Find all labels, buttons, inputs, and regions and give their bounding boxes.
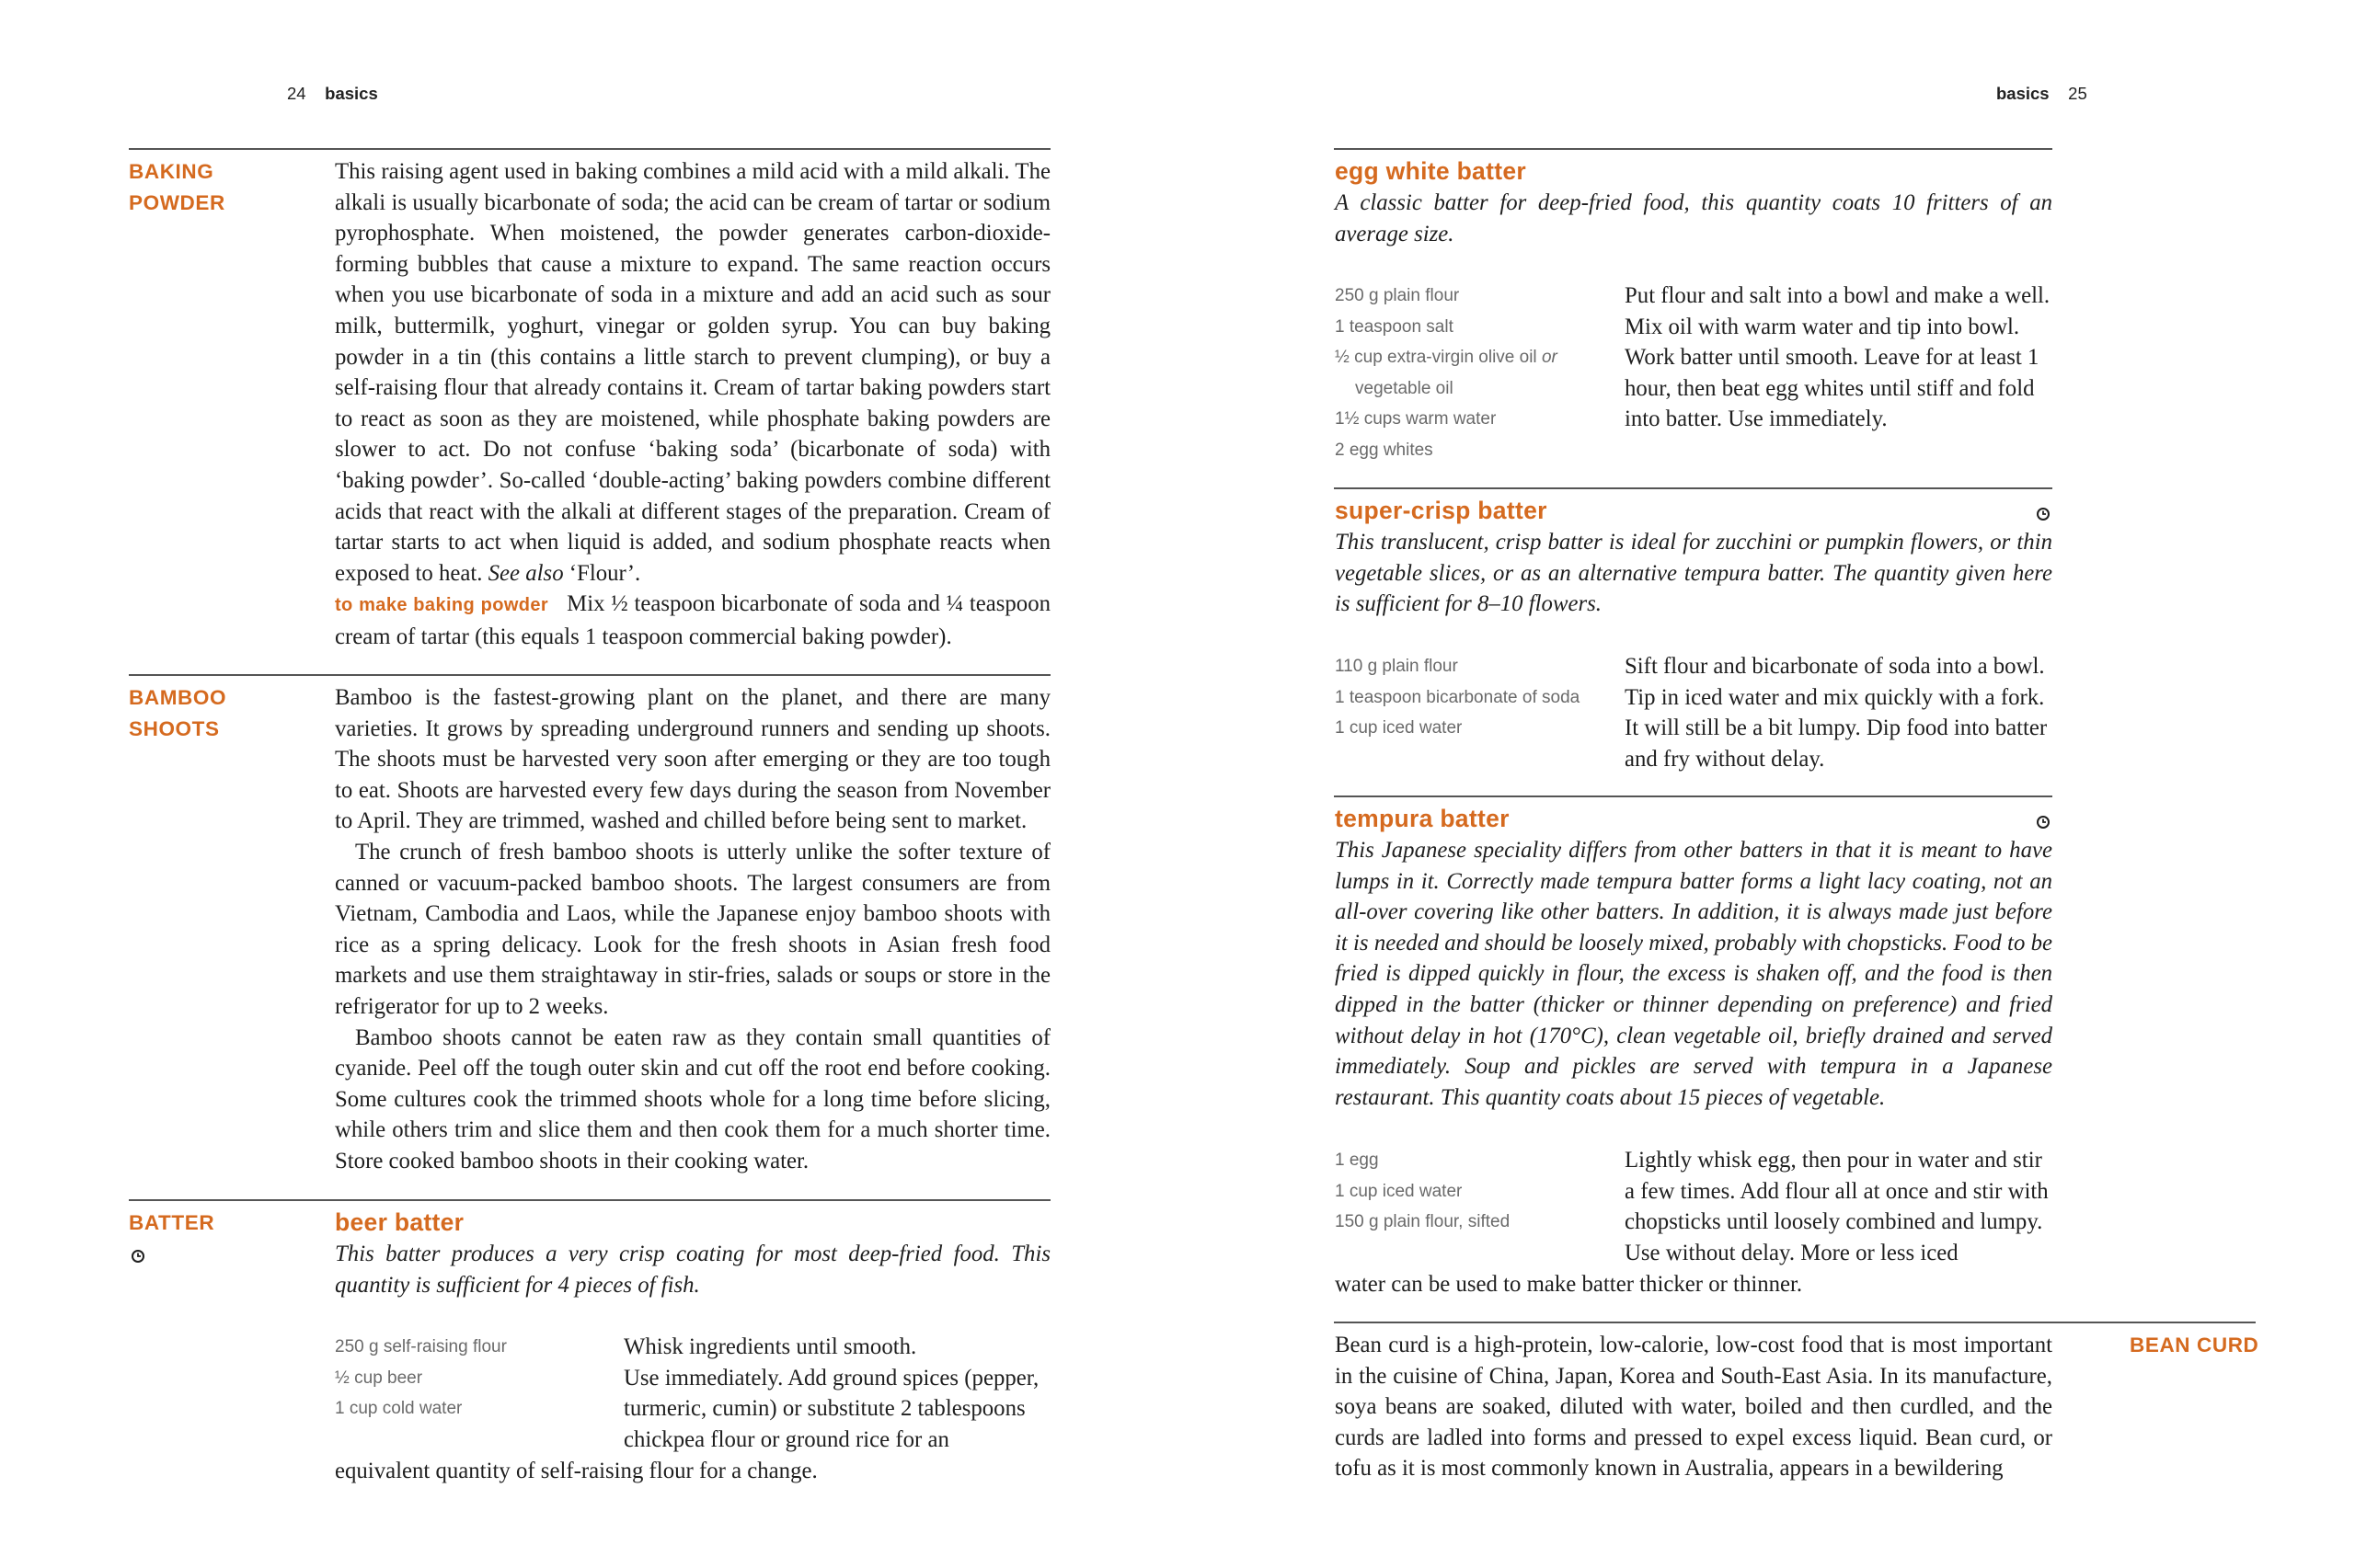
ingredient-item: 2 egg whites	[1335, 440, 1433, 460]
recipe-title-egg-white-batter: egg white batter	[1335, 157, 1526, 185]
label-line: BAKING	[129, 160, 214, 183]
body-text: This raising agent used in baking combines a mild acid with a mild alkali. The alkali is usually bicarbonate of soda; the acid can be cream of tartar or sodium pyrophosphate. When moistened, the powder generates carbon-dioxide-forming bubbles that cause a mixture to expand. The same reaction occurs when you use bicarbonate of soda in a mixture and add an acid such as sour milk, buttermilk, yoghurt, vinegar or golden syrup. You can buy baking powder in a tin (this contains a little starch to prevent clumping), or buy a self-raising flour that already contains it. Cream of tartar baking powders start to react as soon as they are moistened, while phosphate baking powders are slower to act. Do not confuse ‘baking soda’ (bicarbonate of soda) with ‘baking powder’. So-called ‘double-acting’ baking powders combine different acids that react with the alkali at different stages of the preparation. Cream of tartar starts to act when liquid is added, and sodium phosphate reacts when exposed to heat.	[335, 159, 1051, 586]
paragraph: The crunch of fresh bamboo shoots is utterly unlike the softer texture of canned or vacuum-packed bamboo shoots. The largest consumers are from Vietnam, Cambodia and Laos, while the Japanese enjoy bamboo shoots with rice as a spring delicacy. Look for the fresh shoots in Asian fresh food markets and use them straightaway in stir-fries, salads or soups or store in the refrigerator for up to 2 weeks.	[335, 839, 1051, 1019]
entry-body-bean-curd: Bean curd is a high-protein, low-calorie, low-cost food that is most important in the cuisine of China, Japan, Korea and South-East Asia. In its manufacture, soya beans are soaked, diluted with water, boiled and then curdled, and the curds are ladled into forms and pressed to expel excess liquid. Bean curd, or tofu as it is most commonly known in Australia, appears in a bewildering	[1335, 1333, 2052, 1482]
rule-bamboo-shoots	[129, 674, 1051, 676]
ingredient-item: 1 cup iced water	[1335, 718, 1463, 738]
ingredient-or: or	[1541, 348, 1557, 368]
label-line: BAMBOO	[129, 686, 227, 709]
recipe-title-beer-batter: beer batter	[335, 1208, 465, 1236]
recipe-method-super-crisp-batter: Sift flour and bicarbonate of soda into a bowl. Tip in iced water and mix quickly with a fork. It will still be a bit lumpy. Dip food into batter and fry without delay.	[1625, 654, 2048, 772]
paragraph: Bamboo shoots cannot be eaten raw as they contain small quantities of cyanide. Peel off the tough outer skin and cut off the root end before cooking. Some cultures cook the trimmed shoots whole for a long time before slicing, while others trim and slice them and then cook them for a much shorter time. Store cooked bamboo shoots in their cooking water.	[335, 1024, 1051, 1173]
ingredient-item: 1 cup cold water	[335, 1399, 463, 1419]
recipe-intro-tempura-batter: This Japanese speciality differs from other batters in that it is meant to have lumps in it. Correctly made tempura batter forms a light lacy coating, not an all-over covering like other batters. In addition, it is always made just before it is needed and should be loosely mixed, probably with chopsticks. Food to be fried is dipped quickly in flour, the excess is shaken off, and the food is then dipped in the batter (thicker or thinner depending on preference) and fried without delay in hot (170°C), clean vegetable oil, briefly drained and served immediately. Soup and pickles are served with tempura in a Japanese restaurant. This quantity coats about 15 pieces of vegetable.	[1335, 838, 2052, 1110]
ingredient-list-super-crisp-batter	[1335, 651, 1629, 744]
right-section-title: basics	[1996, 84, 2050, 103]
recipe-title-super-crisp-batter: super-crisp batter	[1335, 497, 1547, 524]
left-section-title: basics	[325, 84, 378, 103]
ingredient-item: ½ cup beer	[335, 1368, 423, 1388]
recipe-intro-super-crisp-batter: This translucent, crisp batter is ideal for zucchini or pumpkin flowers, or thin vegetable slices, or as an alternative tempura batter. The quantity given here is sufficient for 8–10 flowers.	[1335, 530, 2052, 617]
entry-label-bamboo-shoots	[129, 682, 226, 744]
recipe-intro-beer-batter: This batter produces a very crisp coating for most deep-fried food. This quantity is sufficient for 4 pieces of fish.	[335, 1242, 1051, 1298]
ingredient-item: 1½ cups warm water	[1335, 409, 1497, 429]
entry-body-baking-powder	[335, 156, 1051, 653]
recipe-method-egg-white-batter: Put flour and salt into a bowl and make a well. Mix oil with warm water and tip into bowl. Work batter until smooth. Leave for at least 1 hour, then beat egg whites until stiff and fold into batter. Use immediately.	[1625, 283, 2051, 432]
rule-tempura-batter	[1334, 795, 2052, 797]
left-page-number: 24	[287, 84, 306, 103]
ingredient-item: 1 teaspoon bicarbonate of soda	[1335, 687, 1580, 707]
timer-icon	[131, 1249, 145, 1264]
ingredient-item: 150 g plain flour, sifted	[1335, 1212, 1511, 1232]
recipe-intro-egg-white-batter: A classic batter for deep-fried food, this quantity coats 10 fritters of an average size.	[1335, 190, 2052, 246]
ingredient-item: 250 g self-raising flour	[335, 1337, 507, 1356]
left-running-head	[287, 84, 378, 104]
recipe-method-beer-batter	[624, 1332, 1054, 1455]
method-line: Whisk ingredients until smooth.	[624, 1334, 917, 1359]
right-page-number: 25	[2068, 84, 2087, 103]
ingredient-item: 1 teaspoon salt	[1335, 316, 1453, 337]
ingredient-item: 110 g plain flour	[1335, 657, 1458, 676]
ingredient-item: 1 egg	[1335, 1150, 1379, 1170]
how-to-heading: to make baking powder	[335, 595, 549, 616]
ingredient-item: 250 g plain flour	[1335, 286, 1460, 305]
recipe-method-tempura-batter: Lightly whisk egg, then pour in water and stir a few times. Add flour all at once and stir with chopsticks until loosely combined and lumpy. Use without delay. More or less iced	[1625, 1148, 2049, 1265]
rule-super-crisp-batter	[1334, 487, 2052, 489]
timer-icon	[2036, 815, 2051, 830]
ingredient-item	[1335, 342, 1611, 373]
entry-body-bamboo-shoots	[335, 682, 1051, 1177]
ingredient-text: ½ cup extra-virgin olive oil	[1335, 348, 1537, 368]
label-line: SHOOTS	[129, 716, 220, 740]
recipe-title-tempura-batter: tempura batter	[1335, 805, 1510, 832]
recipe-method-tail-tempura-batter: water can be used to make batter thicker or thinner.	[1335, 1272, 1803, 1297]
rule-egg-white-batter	[1334, 148, 2052, 150]
timer-icon	[2036, 507, 2051, 521]
entry-label-baking-powder	[129, 156, 225, 218]
ingredient-item-continued: vegetable oil	[1355, 378, 1453, 398]
see-also-target: ‘Flour’.	[563, 560, 641, 586]
entry-label-batter: BATTER	[129, 1211, 215, 1234]
paragraph: Bamboo is the fastest-growing plant on the planet, and there are many varieties. It grows by spreading underground runners and sending up shoots. The shoots must be harvested very soon after emerging or they are too tough to eat. Shoots are harvested every few days during the season from November to April. They are trimmed, washed and chilled before being sent to market.	[335, 685, 1051, 834]
method-block: Use immediately. Add ground spices (pepper, turmeric, cumin) or substitute 2 tablespoons chickpea flour or ground rice for an	[624, 1365, 1040, 1452]
ingredient-item: 1 cup iced water	[1335, 1181, 1463, 1201]
rule-baking-powder	[129, 148, 1051, 150]
label-line: POWDER	[129, 190, 225, 214]
ingredient-list-beer-batter	[335, 1332, 611, 1425]
how-to-text: Mix ½ teaspoon bicarbonate of soda and ¼ teaspoon cream of tartar (this equals 1 teaspoon commercial baking powder).	[335, 591, 1051, 649]
ingredient-list-egg-white-batter	[1335, 280, 1611, 466]
rule-bean-curd	[1334, 1322, 2256, 1323]
see-also: See also	[488, 560, 564, 586]
recipe-method-tail-beer-batter: equivalent quantity of self-raising flour for a change.	[335, 1459, 818, 1483]
right-running-head	[1996, 84, 2087, 104]
ingredient-list-tempura-batter	[1335, 1145, 1611, 1238]
rule-batter	[129, 1199, 1051, 1201]
entry-label-bean-curd: BEAN CURD	[2130, 1333, 2259, 1356]
